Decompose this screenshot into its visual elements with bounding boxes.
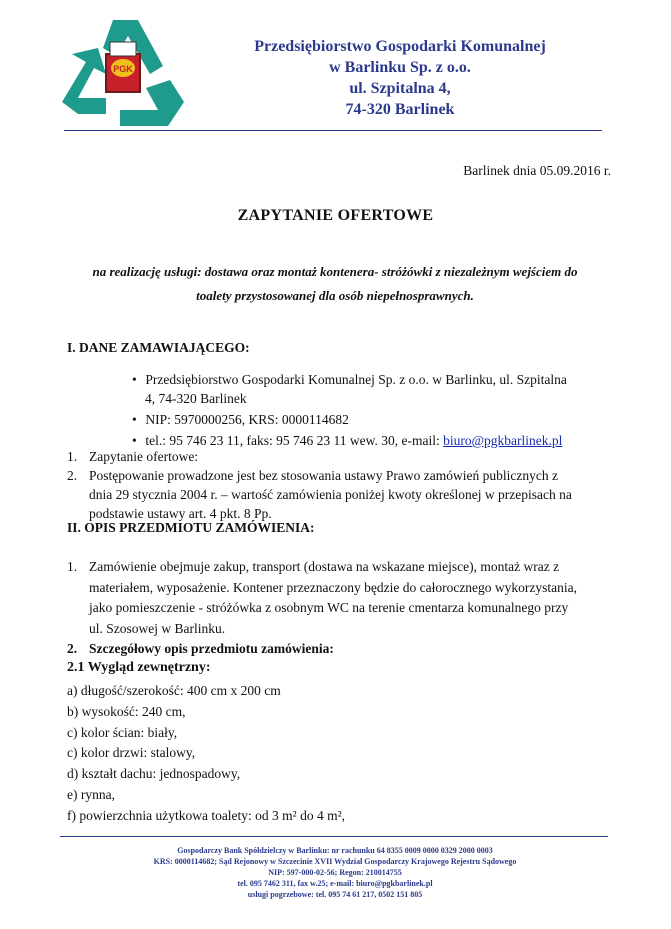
list-item: 1. Zapytanie ofertowe: [67, 449, 199, 464]
spec-item: c) kolor ścian: biały, [67, 724, 178, 740]
footer-line: tel. 095 7462 311, fax w.25; e-mail: biuro@pgkbarlinek.pl [237, 879, 433, 888]
document-subject [80, 260, 590, 308]
footer-divider [60, 836, 608, 837]
section2-heading: II. OPIS PRZEDMIOTU ZAMÓWIENIA: [67, 520, 315, 535]
letterhead [200, 36, 600, 120]
footer-line: KRS: 0000114682; Sąd Rejonowy w Szczecinie XVII Wydział Gospodarczy Krajowego Rejestru Sądowego [153, 857, 517, 866]
document-title: ZAPYTANIE OFERTOWE [237, 207, 434, 224]
logo-text: PGK [113, 64, 133, 74]
section2-item2: 2. Szczegółowy opis przedmiotu zamówienia: [67, 641, 334, 656]
section1-heading: I. DANE ZAMAWIAJĄCEGO: [67, 340, 250, 355]
company-logo [58, 18, 188, 130]
bullet-icon: • [132, 433, 137, 448]
address-line2: 74-320 Barlinek [345, 101, 455, 118]
bullet-icon: • [132, 372, 137, 387]
company-name-line2: w Barlinku Sp. z o.o. [329, 59, 471, 76]
address-line1: ul. Szpitalna 4, [349, 80, 451, 97]
footer [70, 845, 600, 900]
spec-item: b) wysokość: 240 cm, [67, 703, 186, 719]
document-date: Barlinek dnia 05.09.2016 r. [463, 163, 611, 178]
footer-line: usługi pogrzebowe: tel. 095 74 61 217, 0502 151 805 [247, 890, 423, 899]
spec-item: c) kolor drzwi: stalowy, [67, 745, 196, 761]
email-link[interactable]: biuro@pgkbarlinek.pl [443, 433, 563, 448]
subject-line1: na realizację usługi: dostawa oraz montaż kontenera- stróżówki z niezależnym wejściem do [92, 264, 578, 279]
spec-item: f) powierzchnia użytkowa toalety: od 3 m² do 4 m², [67, 807, 346, 823]
bullet-item: • tel.: 95 746 23 11, faks: 95 746 23 11 wew. 30, e-mail: biuro@pgkbarlinek.pl [132, 433, 563, 448]
spec-list [67, 681, 345, 827]
spec-item: a) długość/szerokość: 400 cm x 200 cm [67, 683, 281, 698]
list-item: 2. Postępowanie prowadzone jest bez stosowania ustawy Prawo zamówień publicznych z dnia 29 stycznia 2004 r. – wartość zamówienia poniżej kwoty określonej w przepisach na podstawie ustawy art. 4 pkt. 8 Pp. [67, 468, 572, 521]
bullet-item: • NIP: 5970000256, KRS: 0000114682 [132, 412, 349, 427]
footer-line: NIP: 597-000-02-56; Regon: 210014755 [268, 868, 402, 877]
subject-line2: toalety przystosowanej dla osób niepełnosprawnych. [196, 288, 474, 303]
bullet-item: • Przedsiębiorstwo Gospodarki Komunalnej Sp. z o.o. w Barlinku, ul. Szpitalna 4, 74-320 Barlinek [132, 372, 567, 406]
spec-item: e) rynna, [67, 786, 115, 802]
section1-bullets [132, 370, 612, 450]
company-name-line1: Przedsiębiorstwo Gospodarki Komunalnej [254, 38, 546, 55]
section2-paragraph: 1. Zamówienie obejmuje zakup, transport (dostawa na wskazane miejsce), montaż wraz z materiałem, wyposażenie. Kontener przeznaczony będzie do całorocznego wykorzystania, jako pomieszczenie - stróżówka z osobnym WC na terenie cmentarza komunalnego przy ul. Szosowej w Barlinku. [67, 559, 578, 636]
section2-subheading: 2.1 Wygląd zewnętrzny: [67, 660, 211, 675]
bullet-icon: • [132, 412, 137, 427]
section1-list [67, 447, 612, 523]
spec-item: d) kształt dachu: jednospadowy, [67, 766, 241, 782]
footer-line: Gospodarczy Bank Spółdzielczy w Barlinku: nr rachunku 64 8355 0009 0000 0329 2000 0003 [177, 846, 493, 855]
header-divider [64, 130, 602, 131]
